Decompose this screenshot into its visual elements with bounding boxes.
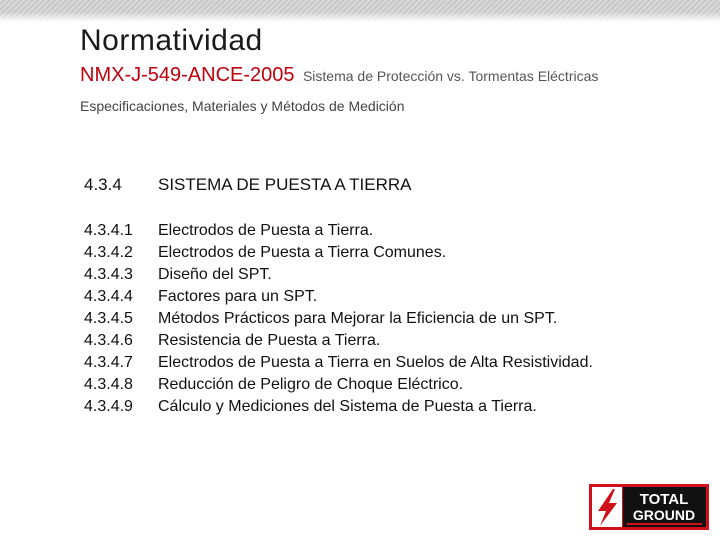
item-number: 4.3.4.1: [84, 222, 133, 239]
item-text: Cálculo y Mediciones del Sistema de Puesta a Tierra.: [158, 398, 537, 415]
norm-description: Sistema de Protección vs. Tormentas Eléctricas: [302, 68, 599, 84]
norm-subtitle: [80, 64, 598, 87]
logo-text-ground: GROUND: [632, 507, 696, 523]
item-number: 4.3.4.9: [84, 398, 133, 415]
item-text: Diseño del SPT.: [158, 266, 272, 283]
list-item: [84, 396, 593, 418]
item-number: 4.3.4.8: [84, 376, 133, 393]
item-number: 4.3.4.7: [84, 354, 133, 371]
logo-text-total: TOTAL: [639, 491, 689, 508]
list-item: [84, 330, 593, 352]
item-number: 4.3.4.4: [84, 288, 133, 305]
top-band-fade: [0, 0, 720, 22]
item-number: 4.3.4.3: [84, 266, 133, 283]
item-number: 4.3.4.5: [84, 310, 133, 327]
norm-code: NMX-J-549-ANCE-2005: [80, 64, 295, 86]
list-item: [84, 242, 593, 264]
item-number: 4.3.4.6: [84, 332, 133, 349]
item-list: [84, 220, 593, 418]
item-text: Electrodos de Puesta a Tierra en Suelos de Alta Resistividad.: [158, 354, 593, 371]
item-number: 4.3.4.2: [84, 244, 133, 261]
item-text: Factores para un SPT.: [158, 288, 318, 305]
item-text: Resistencia de Puesta a Tierra.: [158, 332, 381, 349]
item-text: Reducción de Peligro de Choque Eléctrico.: [158, 376, 464, 393]
section-heading: [84, 175, 412, 195]
section-title: SISTEMA DE PUESTA A TIERRA: [158, 175, 412, 194]
logo-underline: [627, 523, 702, 525]
page-title: Normatividad: [80, 24, 263, 57]
list-item: [84, 352, 593, 374]
list-item: [84, 264, 593, 286]
list-item: [84, 220, 593, 242]
list-item: [84, 308, 593, 330]
item-text: Métodos Prácticos para Mejorar la Eficiencia de un SPT.: [158, 310, 558, 327]
list-item: [84, 374, 593, 396]
item-text: Electrodos de Puesta a Tierra.: [158, 222, 374, 239]
spec-line: Especificaciones, Materiales y Métodos de Medición: [80, 98, 405, 114]
section-number: 4.3.4: [84, 175, 122, 194]
list-item: [84, 286, 593, 308]
item-text: Electrodos de Puesta a Tierra Comunes.: [158, 244, 447, 261]
total-ground-logo: [589, 484, 709, 530]
